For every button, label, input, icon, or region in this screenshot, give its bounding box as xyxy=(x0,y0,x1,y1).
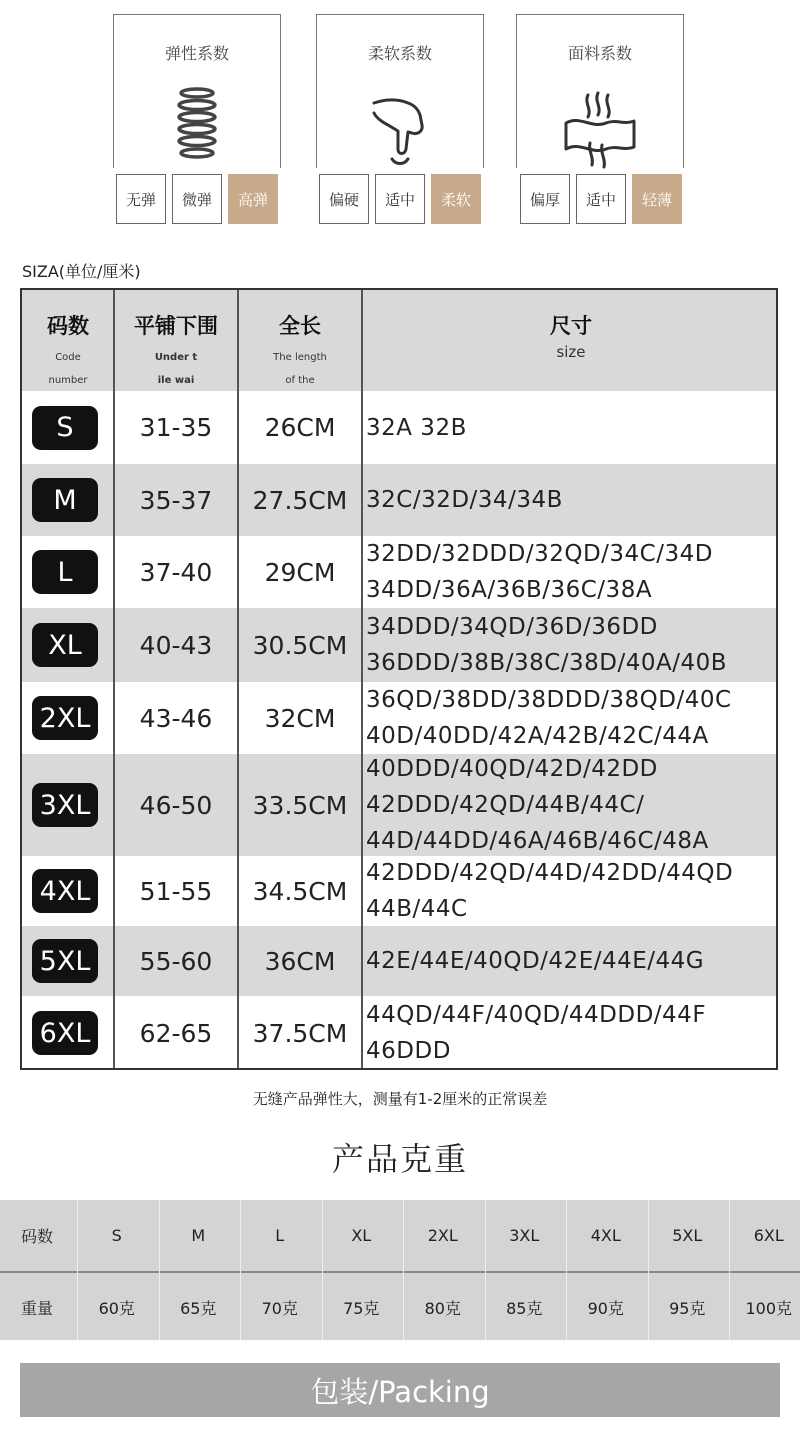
size-list-line: 40D/40DD/42A/42B/42C/44A xyxy=(366,723,709,749)
header-size-en: size xyxy=(556,343,586,361)
weight-value-cell: 65克 xyxy=(180,1298,217,1318)
size-table xyxy=(20,288,778,1070)
length-cell: 27.5CM xyxy=(252,485,348,515)
weight-value-cell: 60克 xyxy=(98,1298,135,1318)
size-list-line: 34DD/36A/36B/36C/38A xyxy=(366,577,653,603)
size-table-row xyxy=(22,682,776,754)
packing-banner: 包装/Packing xyxy=(20,1363,780,1417)
size-list-line: 32DD/32DDD/32QD/34C/34D xyxy=(366,541,713,567)
size-table-caption: SIZA(单位/厘米) xyxy=(22,262,141,281)
option-no-elastic: 无弹 xyxy=(116,174,166,224)
length-cell: 34.5CM xyxy=(252,876,348,906)
size-code-badge: 3XL xyxy=(32,783,98,827)
header-code-en: Code number xyxy=(48,352,88,386)
finger-press-icon xyxy=(368,85,432,171)
softness-title: 柔软系数 xyxy=(367,44,432,63)
code-cell xyxy=(32,856,104,926)
size-list-line: 44D/44DD/46A/46B/46C/48A xyxy=(366,828,709,854)
size-list-cell xyxy=(366,996,778,1070)
weight-size-cell: S xyxy=(111,1225,122,1245)
weight-size-cell: 2XL xyxy=(427,1225,458,1245)
code-cell xyxy=(32,996,104,1070)
size-list-cell xyxy=(366,608,778,682)
weight-row2-label: 重量 xyxy=(20,1298,53,1318)
size-list-cell xyxy=(366,464,778,536)
spring-icon xyxy=(175,85,219,171)
weight-table xyxy=(0,1200,800,1340)
size-table-row xyxy=(22,856,776,926)
size-list-line: 32A 32B xyxy=(366,414,467,441)
length-cell: 29CM xyxy=(264,557,336,587)
weight-value-cell: 100克 xyxy=(745,1298,793,1318)
size-list-line: 34DDD/34QD/36D/36DD xyxy=(366,614,658,640)
fabric-card xyxy=(516,14,684,168)
under-bust-cell: 31-35 xyxy=(139,413,213,442)
size-code-badge: 6XL xyxy=(32,1011,98,1055)
under-bust-cell: 55-60 xyxy=(139,946,213,976)
under-bust-cell: 62-65 xyxy=(139,1018,213,1048)
size-list-line: 42DDD/42QD/44B/44C/ xyxy=(366,792,645,818)
size-code-badge: 5XL xyxy=(32,939,98,983)
code-cell xyxy=(32,464,104,536)
size-list-cell xyxy=(366,391,778,464)
under-bust-cell: 37-40 xyxy=(139,557,213,587)
size-list-line: 40DDD/40QD/42D/42DD xyxy=(366,756,658,782)
size-list-cell xyxy=(366,682,778,754)
code-cell xyxy=(32,926,104,996)
weight-size-cell: XL xyxy=(351,1225,372,1245)
under-bust-cell: 51-55 xyxy=(139,876,213,906)
size-table-row xyxy=(22,996,776,1070)
size-list xyxy=(366,536,713,608)
header-size xyxy=(362,290,778,391)
header-size-zh: 尺寸 xyxy=(550,314,592,338)
weight-value-cell: 80克 xyxy=(424,1298,461,1318)
fabric-icon xyxy=(558,85,642,171)
size-list-line: 44B/44C xyxy=(366,896,468,922)
weight-size-cell: 5XL xyxy=(672,1225,703,1245)
weight-title: 产品克重 xyxy=(331,1140,468,1178)
under-bust-cell: 35-37 xyxy=(139,485,213,515)
size-list xyxy=(366,482,563,518)
size-list-line: 44QD/44F/40QD/44DDD/44F xyxy=(366,1002,707,1028)
code-cell xyxy=(32,391,104,464)
option-thin: 轻薄 xyxy=(632,174,682,224)
weight-value-cell: 70克 xyxy=(261,1298,298,1318)
code-cell xyxy=(32,536,104,608)
option-thick: 偏厚 xyxy=(520,174,570,224)
header-length-en: The length of the xyxy=(273,352,327,386)
header-code xyxy=(22,290,114,391)
size-list-line: 46DDD xyxy=(366,1038,451,1064)
weight-size-cell: 4XL xyxy=(590,1225,621,1245)
length-cell: 36CM xyxy=(264,946,336,976)
option-medium-thickness: 适中 xyxy=(576,174,626,224)
code-cell xyxy=(32,608,104,682)
measurement-note: 无缝产品弹性大，测量有1-2厘米的正常误差 xyxy=(252,1090,548,1108)
weight-size-cell: M xyxy=(191,1225,206,1245)
size-list xyxy=(366,609,727,681)
size-list xyxy=(366,682,732,754)
column-divider xyxy=(237,290,239,1068)
column-divider xyxy=(361,290,363,1068)
weight-row1-label: 码数 xyxy=(20,1226,53,1246)
size-table-row xyxy=(22,926,776,996)
header-length-zh: 全长 xyxy=(279,314,321,338)
size-code-badge: M xyxy=(32,478,98,522)
weight-size-cell: L xyxy=(275,1225,285,1245)
size-list-line: 42DDD/42QD/44D/42DD/44QD xyxy=(366,860,734,886)
size-list-line: 36QD/38DD/38DDD/38QD/40C xyxy=(366,687,732,713)
option-medium-soft: 适中 xyxy=(375,174,425,224)
header-under xyxy=(114,290,238,391)
length-cell: 26CM xyxy=(264,413,336,442)
header-under-en: Under t ile wai xyxy=(154,352,198,386)
length-cell: 32CM xyxy=(264,703,336,733)
size-list-line: 32C/32D/34/34B xyxy=(366,487,563,513)
header-code-zh: 码数 xyxy=(47,314,89,338)
size-code-badge: 4XL xyxy=(32,869,98,913)
size-table-row xyxy=(22,536,776,608)
elasticity-card xyxy=(113,14,281,168)
weight-value-cell: 75克 xyxy=(343,1298,380,1318)
weight-value-cell: 95克 xyxy=(669,1298,706,1318)
fabric-title: 面料系数 xyxy=(567,44,632,63)
size-list-cell xyxy=(366,856,778,926)
option-high-elastic: 高弹 xyxy=(228,174,278,224)
length-cell: 33.5CM xyxy=(252,790,348,820)
size-table-row xyxy=(22,464,776,536)
softness-card xyxy=(316,14,484,168)
size-list-cell xyxy=(366,926,778,996)
size-list xyxy=(366,997,706,1069)
under-bust-cell: 46-50 xyxy=(139,790,213,820)
under-bust-cell: 40-43 xyxy=(139,630,213,660)
size-list-cell xyxy=(366,754,778,856)
size-list-line: 36DDD/38B/38C/38D/40A/40B xyxy=(366,650,728,676)
weight-value-cell: 85克 xyxy=(506,1298,543,1318)
size-code-badge: S xyxy=(32,406,98,450)
weight-value-cell: 90克 xyxy=(587,1298,624,1318)
size-code-badge: L xyxy=(32,550,98,594)
code-cell xyxy=(32,682,104,754)
option-firm: 偏硬 xyxy=(319,174,369,224)
length-cell: 37.5CM xyxy=(252,1018,348,1048)
size-table-row xyxy=(22,391,776,464)
header-length xyxy=(238,290,362,391)
header-under-zh: 平铺下围 xyxy=(134,314,218,338)
weight-size-cell: 6XL xyxy=(753,1225,784,1245)
under-bust-cell: 43-46 xyxy=(139,703,213,733)
size-list-line: 42E/44E/40QD/42E/44E/44G xyxy=(366,948,705,974)
size-list-cell xyxy=(366,536,778,608)
length-cell: 30.5CM xyxy=(252,630,348,660)
size-list xyxy=(366,943,704,979)
option-soft: 柔软 xyxy=(431,174,481,224)
size-code-badge: 2XL xyxy=(32,696,98,740)
size-table-row xyxy=(22,754,776,856)
size-table-row xyxy=(22,608,776,682)
column-divider xyxy=(113,290,115,1068)
size-code-badge: XL xyxy=(32,623,98,667)
elasticity-title: 弹性系数 xyxy=(164,44,229,63)
size-list xyxy=(366,855,733,927)
weight-size-cell: 3XL xyxy=(509,1225,540,1245)
option-slight-elastic: 微弹 xyxy=(172,174,222,224)
code-cell xyxy=(32,754,104,856)
size-list xyxy=(366,751,709,859)
size-list xyxy=(366,410,467,446)
